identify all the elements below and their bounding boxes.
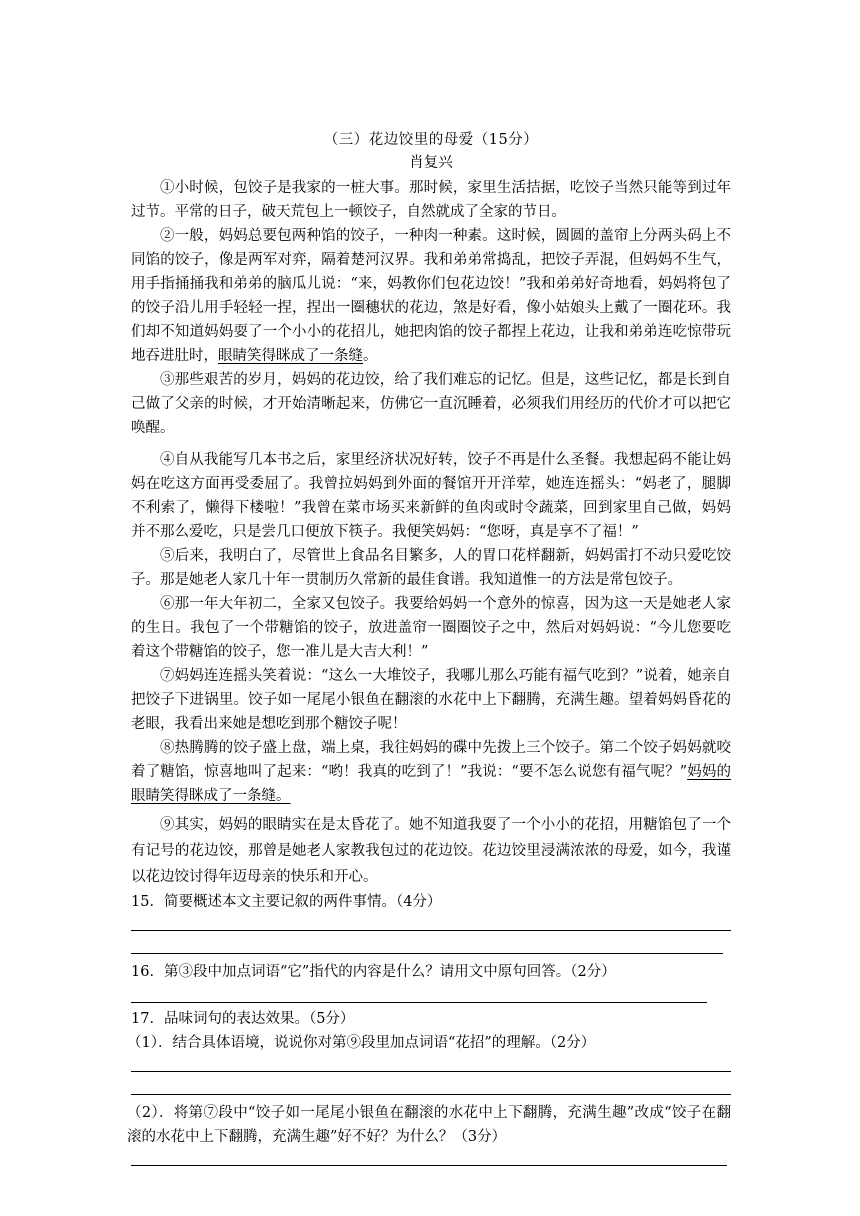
answer-line-16[interactable] [131,1002,707,1003]
paragraph-2-end: 。 [363,348,378,364]
paragraph-7: ⑦妈妈连连摇头笑着说：“这么一大堆饺子，我哪儿那么巧能有福气吃到？”说着，她亲自把饺子下进锅里。饺子如一尾尾小银鱼在翻滚的水花中上下翻腾，充满生趣。望着妈妈昏花的老眼，我看出来她是想吃到那个糖饺子呢！ [131,668,731,732]
answer-line-15a[interactable] [131,930,731,931]
paragraph-2 [131,224,731,368]
question-17-2: （2）．将第⑦段中“饺子如一尾尾小银鱼在翻滚的水花中上下翻腾，充满生趣”改成“饺子在翻滚的水花中上下翻腾，充满生趣”好不好？为什么？（3分） [127,1105,731,1145]
question-17: 17．品味词句的表达效果。（5分） [131,1011,355,1027]
passage-author: 肖复兴 [409,155,453,171]
paragraph-5: ⑤后来，我明白了，尽管世上食品名目繁多，人的胃口花样翻新，妈妈雷打不动只爱吃饺子。那是她老人家几十年一贯制历久常新的最佳食谱。我知道惟一的方法是常包饺子。 [131,548,731,588]
paragraph-4: ④自从我能写几本书之后，家里经济状况好转，饺子不再是什么圣餐。我想起码不能让妈妈在吃这方面再受委屈了。我曾拉妈妈到外面的餐馆开开洋荤，她连连摇头：“妈老了，腿脚不利索了，懒得下楼啦！”我曾在菜市场买来新鲜的鱼肉或时令蔬菜，回到家里自己做，妈妈并不那么爱吃，只是尝几口便放下筷子。我便笑妈妈：“您呀，真是享不了福！” [131,452,731,540]
paragraph-2-text: ②一般，妈妈总要包两种馅的饺子，一种肉一种素。这时候，圆圆的盖帘上分两头码上不同馅的饺子，像是两军对弈，隔着楚河汉界。我和弟弟常捣乱，把饺子弄混，但妈妈不生气，用手指捅捅我和弟弟的脑瓜儿说：“来，妈教你们包花边饺！”我和弟弟好奇地看，妈妈将包了的饺子沿儿用手轻轻一捏，捏出一圈穗状的花边，煞是好看，像小姑娘头上戴了一圈花环。我们却不知道妈妈耍了一个小小的花招儿，她把肉馅的饺子都捏上花边，让我和弟弟连吃惊带玩地吞进肚时， [131,228,731,364]
answer-line-17-1a[interactable] [131,1071,731,1072]
paragraph-2-underlined: 眼睛笑得眯成了一条缝 [218,348,363,364]
passage-title: （三）花边饺里的母爱（15分） [323,132,539,148]
answer-line-17-1b[interactable] [131,1094,731,1095]
paragraph-6: ⑥那一年大年初二，全家又包饺子。我要给妈妈一个意外的惊喜，因为这一天是她老人家的生日。我包了一个带糖馅的饺子，放进盖帘一圈圈饺子之中，然后对妈妈说：“今儿您要吃着这个带糖馅的饺子，您一准儿是大吉大利！” [131,596,731,660]
question-15: 15．简要概述本文主要记叙的两件事情。（4分） [131,894,442,910]
question-16: 16．第③段中加点词语“它”指代的内容是什么？请用文中原句回答。（2分） [131,964,616,980]
paragraph-9: ⑨其实，妈妈的眼睛实在是太昏花了。她不知道我耍了一个小小的花招，用糖馅包了一个有记号的花边饺，那曾是她老人家教我包过的花边饺。花边饺里浸满浓浓的母爱，如今，我谨以花边饺讨得年迈母亲的快乐和开心。 [131,817,731,885]
paragraph-3: ③那些艰苦的岁月，妈妈的花边饺，给了我们难忘的记忆。但是，这些记忆，都是长到自己做了父亲的时候，才开始清晰起来，仿佛它一直沉睡着，必须我们用经历的代价才可以把它唤醒。 [131,372,731,436]
paragraph-1: ①小时候，包饺子是我家的一桩大事。那时候，家里生活拮据，吃饺子当然只能等到过年过节。平常的日子，破天荒包上一顿饺子，自然就成了全家的节日。 [131,180,731,220]
answer-line-15b[interactable] [131,953,723,954]
reading-passage [127,128,732,1166]
paragraph-8 [131,736,731,808]
paragraph-8-underlined: 妈妈的眼睛笑得眯成了一条缝。 [131,764,732,804]
answer-line-17-2[interactable] [131,1165,727,1166]
question-17-1: （1）．结合具体语境，说说你对第⑨段里加点词语“花招”的理解。（2分） [127,1035,596,1051]
paragraph-8-text: ⑧热腾腾的饺子盛上盘，端上桌，我往妈妈的碟中先拨上三个饺子。第二个饺子妈妈就咬着了糖馅，惊喜地叫了起来：“哟！我真的吃到了！”我说：“要不怎么说您有福气呢？” [131,740,731,780]
